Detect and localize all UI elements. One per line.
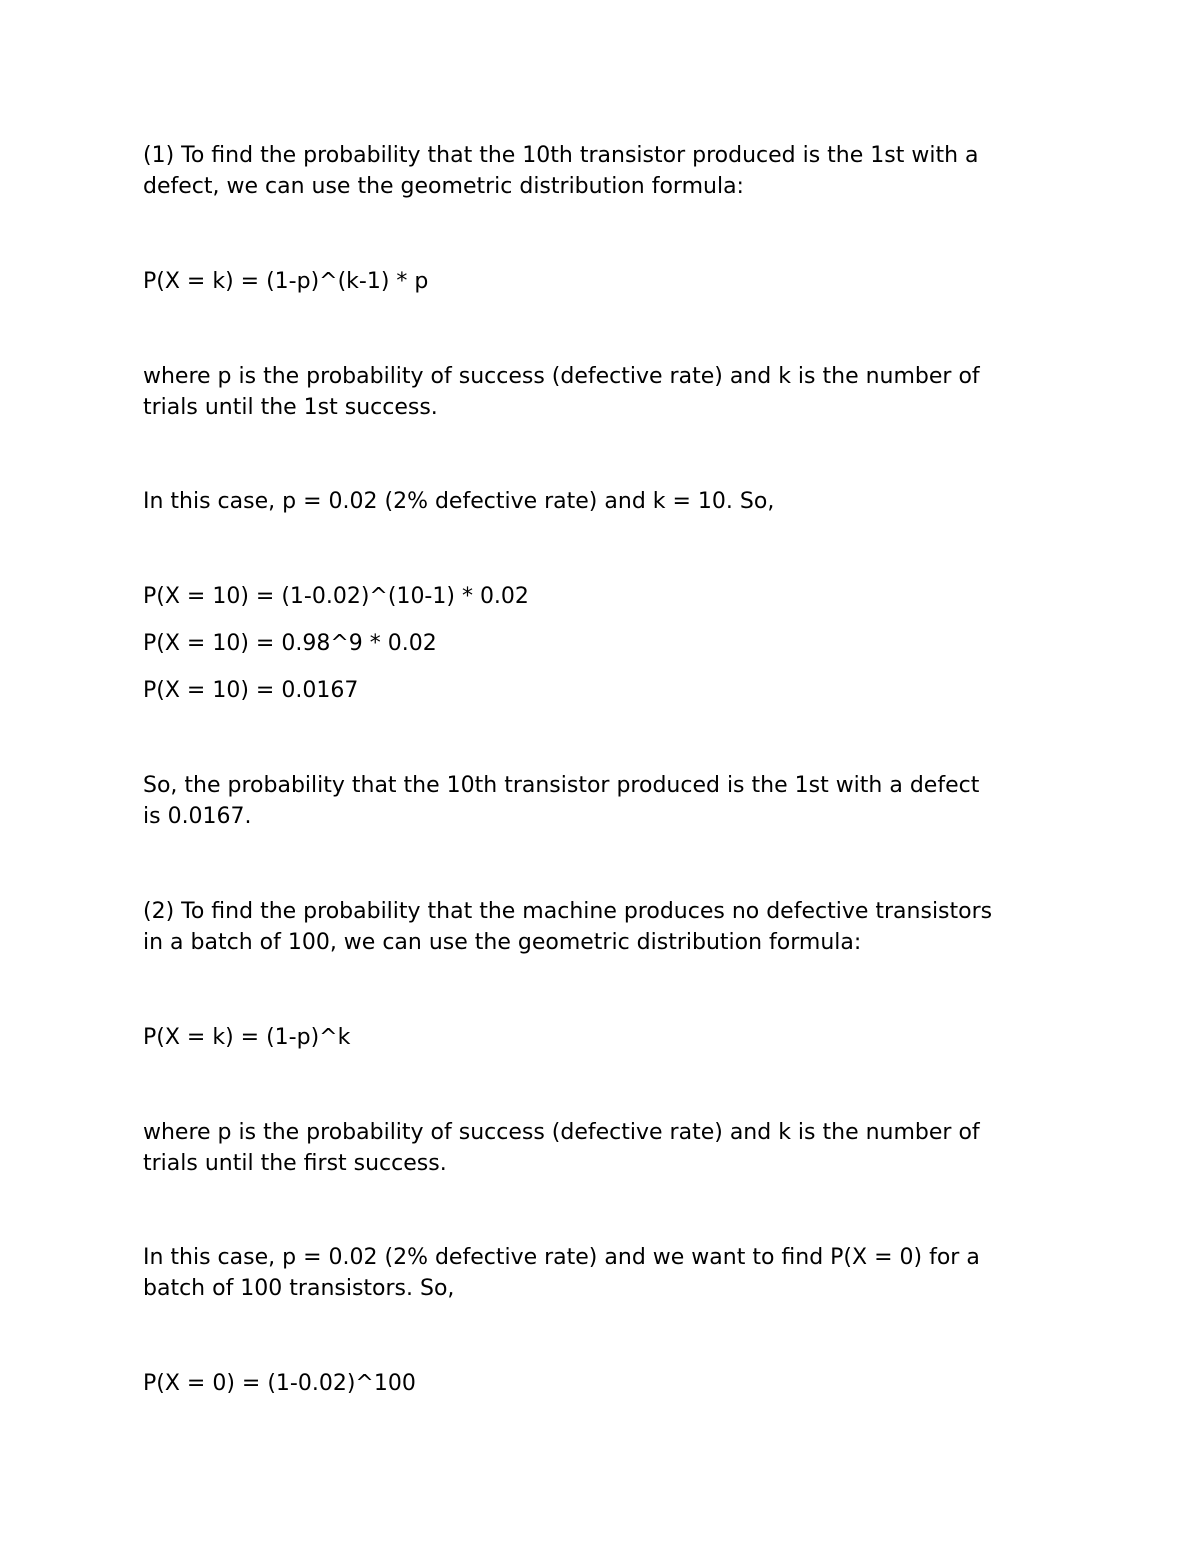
part1-intro-line1: (1) To find the probability that the 10th transistor produced is the 1st with a xyxy=(143,143,979,168)
part1-conclusion-line1: So, the probability that the 10th transistor produced is the 1st with a defect xyxy=(143,773,980,798)
part2-definition-line1: where p is the probability of success (defective rate) and k is the number of xyxy=(143,1120,980,1145)
part2-values-line1: In this case, p = 0.02 (2% defective rate) and we want to find P(X = 0) for a xyxy=(143,1245,980,1270)
part2-definition-line2: trials until the first success. xyxy=(143,1151,447,1176)
part1-definition-line1: where p is the probability of success (defective rate) and k is the number of xyxy=(143,364,980,389)
part1-calc-step3: P(X = 10) = 0.0167 xyxy=(143,678,359,703)
part2-general-formula: P(X = k) = (1-p)^k xyxy=(143,1025,351,1050)
part1-conclusion-line2: is 0.0167. xyxy=(143,804,252,829)
part1-calc-step2: P(X = 10) = 0.98^9 * 0.02 xyxy=(143,631,437,656)
part1-general-formula: P(X = k) = (1-p)^(k-1) * p xyxy=(143,269,429,294)
part1-intro-line2: defect, we can use the geometric distribution formula: xyxy=(143,174,744,199)
part2-intro-line2: in a batch of 100, we can use the geometric distribution formula: xyxy=(143,930,862,955)
part1-definition-line2: trials until the 1st success. xyxy=(143,395,438,420)
part2-values-line2: batch of 100 transistors. So, xyxy=(143,1276,455,1301)
part1-values-line: In this case, p = 0.02 (2% defective rate) and k = 10. So, xyxy=(143,489,775,514)
part2-calc-step1: P(X = 0) = (1-0.02)^100 xyxy=(143,1371,416,1396)
part2-intro-line1: (2) To find the probability that the machine produces no defective transistors xyxy=(143,899,993,924)
part1-calc-step1: P(X = 10) = (1-0.02)^(10-1) * 0.02 xyxy=(143,584,529,609)
